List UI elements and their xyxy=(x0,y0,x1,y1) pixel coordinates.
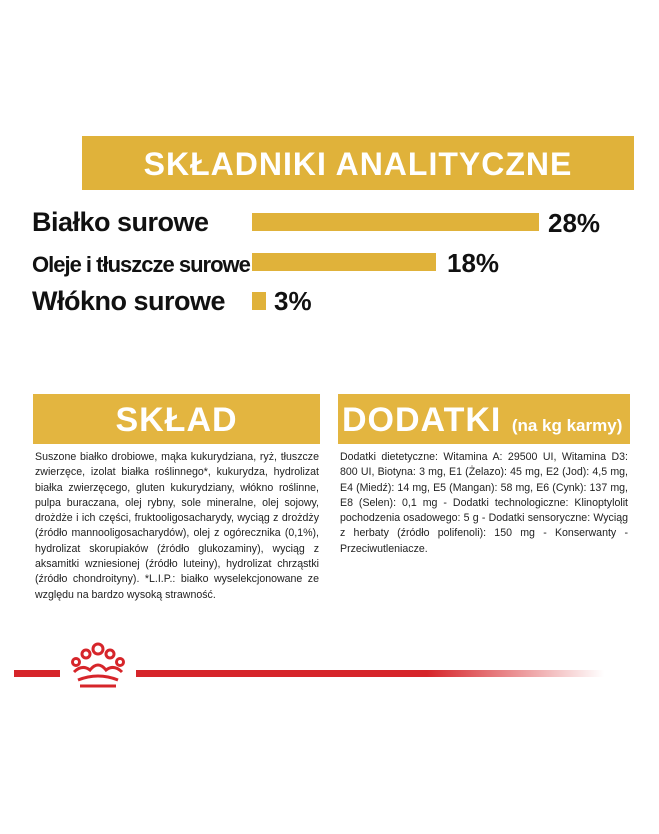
sklad-title: SKŁAD xyxy=(115,401,238,439)
nutrient-value-protein: 28% xyxy=(548,208,601,238)
nutrient-bar-fibre xyxy=(252,292,266,310)
analytic-title: SKŁADNIKI ANALITYCZNE xyxy=(143,146,573,182)
dodatki-header xyxy=(338,394,630,444)
dodatki-text: Dodatki dietetyczne: Witamina A: 29500 UI, Witamina D3: 800 UI, Biotyna: 3 mg, E1 (Żelazo): 45 mg, E2 (Jod): 4,5 mg, E4 (Miedź): 14 mg, E5 (Mangan): 58 mg, E6 (Cynk): 137 mg, E8 (Selen): 0,1 mg - Dodatki technologiczne: Klinoptylolit pochodzenia osadowego: 5 g - Dodatki sensoryczne: Wyciąg z herbaty (źródło polifenoli): 150 mg - Konserwanty - Przeciwutleniacze. xyxy=(340,451,628,555)
dodatki-title-wrap xyxy=(338,394,630,444)
royal-canin-crown-icon xyxy=(60,640,136,690)
nutrient-label: Oleje i tłuszcze surowe xyxy=(32,252,250,277)
nutrient-value-fibre: 3% xyxy=(274,286,312,316)
sklad-text: Suszone białko drobiowe, mąka kukurydziana, ryż, tłuszcze zwierzęce, izolat białka roślinnego*, kukurydza, hydrolizat białka zwierzęcego, gluten kukurydziany, włókno roślinne, pulpa buraczana, olej rybny, sole mineralne, olej sojowy, drożdże i ich części, fruktooligosacharydy, wyciąg z drożdży (źródło mannooligosacharydów), olej z ogórecznika (0,1%), hydrolizat skorupiaków (źródło glukozaminy), wyciąg z aksamitki wzniesionej (źródło luteiny), hydrolizat chrząstki (źródło chondroityny). *L.I.P.: białko wyselekcjonowane ze względu na bardzo wysoką strawność. xyxy=(35,451,319,601)
nutrient-bar-fat xyxy=(252,253,436,271)
nutrient-bar-protein xyxy=(252,213,539,231)
nutrient-value-fat: 18% xyxy=(447,248,500,278)
dodatki-subtitle: (na kg karmy) xyxy=(511,416,623,435)
nutrient-label: Białko surowe xyxy=(32,207,209,237)
dodatki-title: DODATKI xyxy=(342,401,502,439)
sklad-header xyxy=(33,394,320,444)
analytic-banner xyxy=(82,136,634,190)
nutrient-label: Włókno surowe xyxy=(32,286,226,316)
